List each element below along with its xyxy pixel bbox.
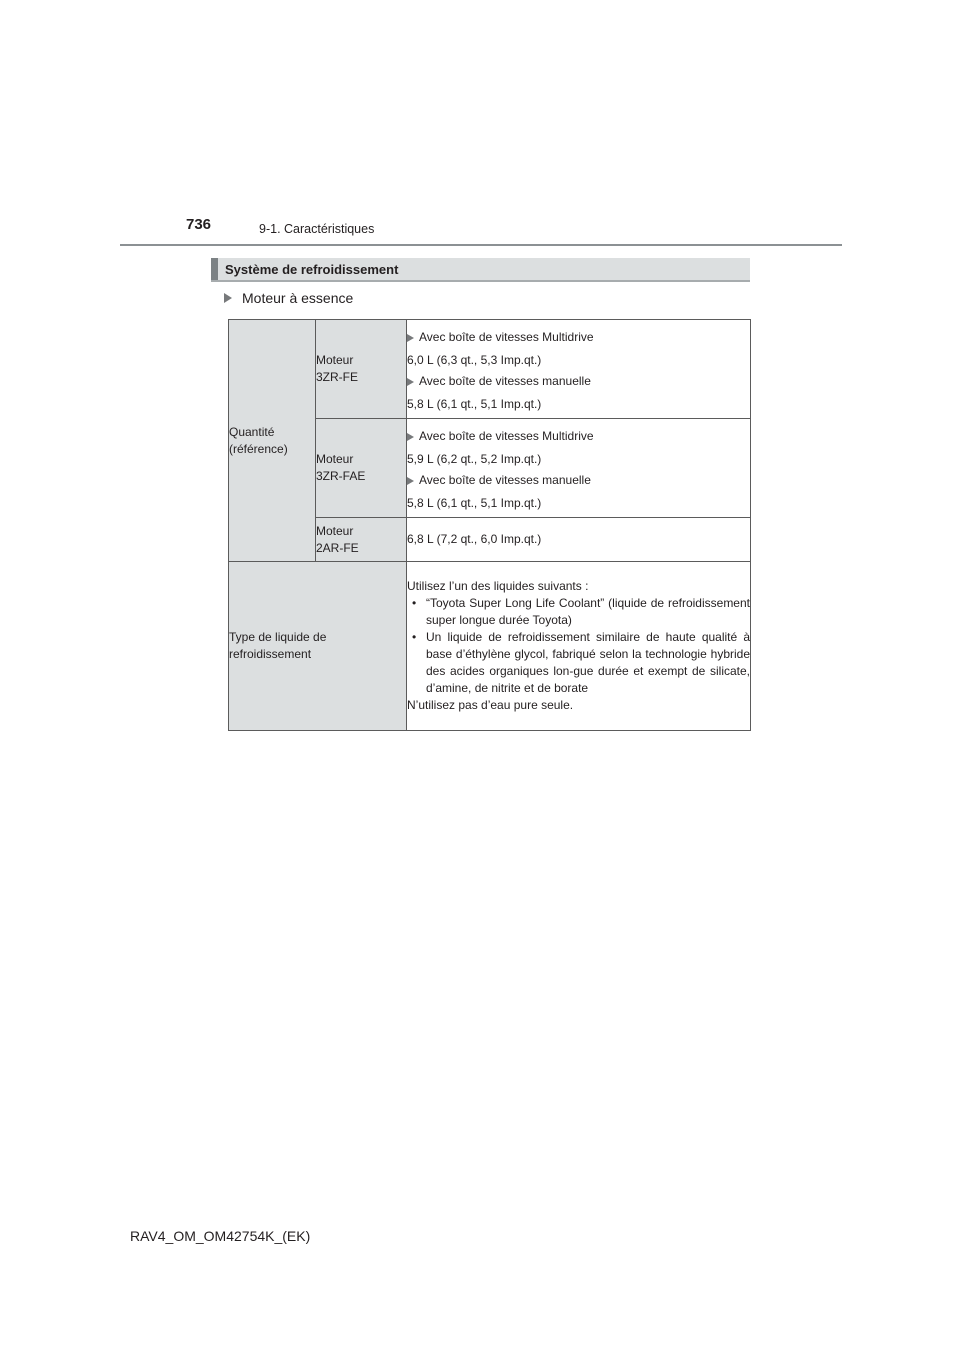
coolant-intro: Utilisez l’un des liquides suivants :	[407, 579, 589, 593]
option-label-row	[407, 428, 750, 446]
triangle-bullet-icon	[224, 293, 232, 303]
engine-name: Moteur 2AR-FE	[316, 523, 359, 555]
capacity-value: 5,9 L (6,2 qt., 5,2 Imp.qt.)	[407, 451, 542, 466]
capacity-value: 6,0 L (6,3 qt., 5,3 Imp.qt.)	[407, 352, 542, 367]
capacity-cell	[407, 320, 751, 419]
coolant-spec-table	[228, 319, 751, 731]
section-heading: Système de refroidissement	[225, 262, 399, 277]
engine-cell	[316, 320, 407, 419]
capacity-value: 5,8 L (6,1 qt., 5,1 Imp.qt.)	[407, 495, 542, 510]
quantity-label-cell	[229, 320, 316, 562]
option-label-row	[407, 472, 750, 490]
document-footer-code: RAV4_OM_OM42754K_(EK)	[130, 1228, 311, 1244]
list-item: • “Toyota Super Long Life Coolant” (liquide de refroidissement super longue durée Toyota)	[407, 595, 750, 629]
option-label: Avec boîte de vitesses manuelle	[419, 374, 591, 388]
heading-accent	[211, 258, 218, 280]
coolant-type-label-cell	[229, 562, 407, 731]
list-item: • Un liquide de refroidissement similaire de haute qualité à base d’éthylène glycol, fabriqué selon la technologie hybride des acides organiques lon-gue durée et exempt de silicate, d’amine, de nitrite et de borate	[407, 629, 750, 697]
triangle-bullet-icon	[407, 378, 414, 386]
option-label-row	[407, 329, 750, 347]
section-heading-bar	[211, 258, 750, 282]
subheading-text: Moteur à essence	[242, 290, 354, 306]
engine-name: Moteur 3ZR-FAE	[316, 452, 366, 483]
triangle-bullet-icon	[407, 433, 414, 441]
engine-cell	[316, 518, 407, 562]
table-row	[229, 562, 751, 731]
coolant-options-list	[407, 595, 750, 697]
engine-name: Moteur 3ZR-FE	[316, 353, 358, 384]
option-label: Avec boîte de vitesses manuelle	[419, 473, 591, 487]
table-row	[229, 320, 751, 419]
page-number: 736	[186, 216, 212, 233]
engine-cell	[316, 419, 407, 518]
section-title: 9-1. Caractéristiques	[259, 222, 375, 236]
subheading-gasoline-engine	[224, 290, 353, 306]
capacity-cell	[407, 518, 751, 562]
option-label: Avec boîte de vitesses Multidrive	[419, 429, 594, 443]
capacity-value: 5,8 L (6,1 qt., 5,1 Imp.qt.)	[407, 396, 542, 411]
header-divider	[120, 244, 842, 246]
option-label-row	[407, 373, 750, 391]
coolant-type-cell	[407, 562, 751, 731]
coolant-note: N’utilisez pas d’eau pure seule.	[407, 698, 574, 712]
triangle-bullet-icon	[407, 334, 414, 342]
option-label: Avec boîte de vitesses Multidrive	[419, 330, 594, 344]
triangle-bullet-icon	[407, 477, 414, 485]
coolant-type-label: Type de liquide de refroidissement	[229, 630, 327, 661]
capacity-value: 6,8 L (7,2 qt., 6,0 Imp.qt.)	[407, 532, 542, 546]
quantity-label: Quantité (référence)	[229, 424, 288, 456]
capacity-cell	[407, 419, 751, 518]
